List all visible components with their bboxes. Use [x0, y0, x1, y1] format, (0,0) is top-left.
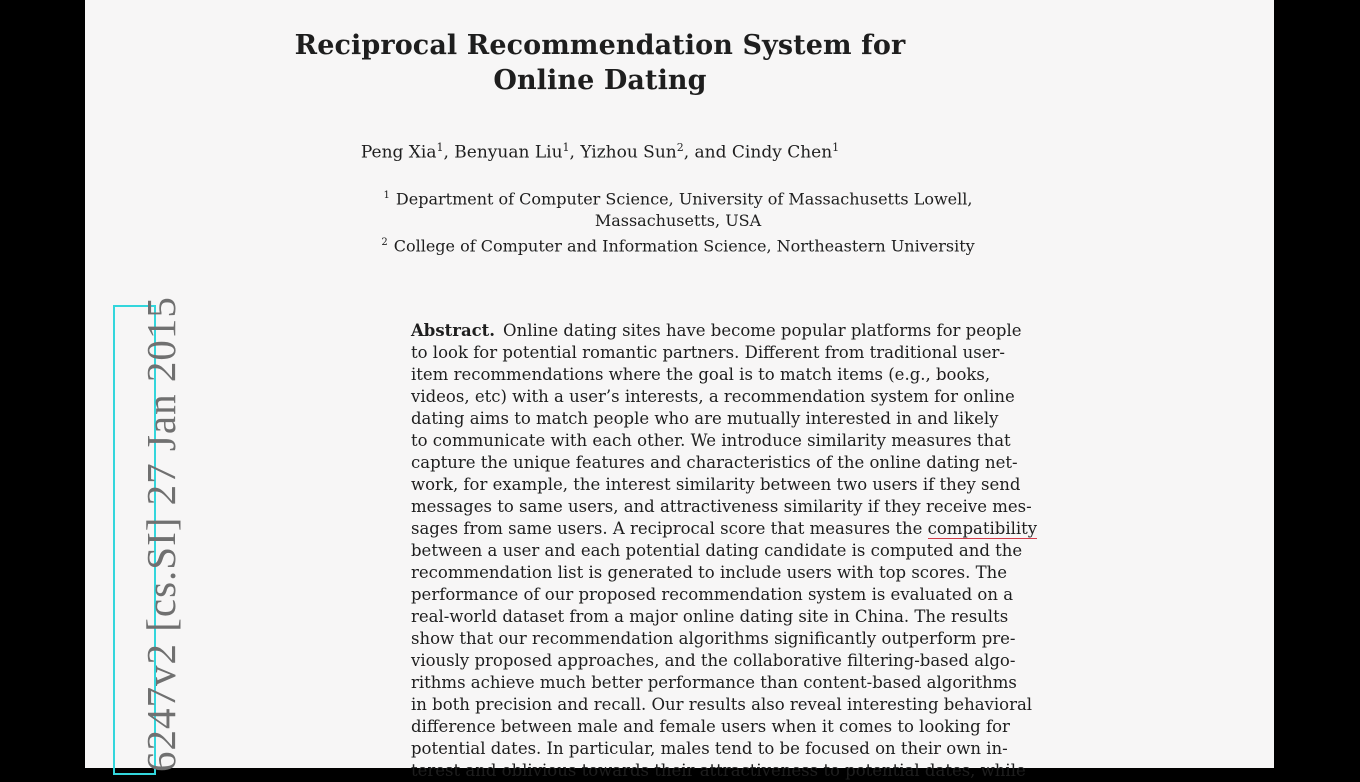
abstract-line: work, for example, the interest similarity between two users if they send	[411, 475, 1021, 494]
affiliation-text: College of Computer and Information Science, Northeastern University	[393, 236, 975, 256]
abstract-line: potential dates. In particular, males tend to be focused on their own in-	[411, 739, 1008, 758]
paper-page	[85, 0, 1274, 780]
author-name: Yizhou Sun	[580, 142, 677, 163]
abstract-line: real-world dataset from a major online dating site in China. The results	[411, 607, 1009, 626]
affiliation-number: 1	[383, 190, 390, 201]
abstract-line: difference between male and female users when it comes to looking for	[411, 717, 1010, 736]
author-affiliation-mark: 1	[436, 141, 444, 154]
author-separator: ,	[443, 142, 455, 163]
abstract-line: to communicate with each other. We introduce similarity measures that	[411, 431, 1011, 450]
abstract-line: sages from same users. A reciprocal score that measures the compatibility	[411, 519, 1038, 538]
abstract-line: videos, etc) with a user’s interests, a recommendation system for online	[411, 387, 1015, 406]
abstract-line: terest and oblivious towards their attractiveness to potential dates, while	[411, 761, 1026, 780]
affiliation-line	[363, 232, 993, 257]
abstract-line: capture the unique features and characteristics of the online dating net-	[411, 453, 1018, 472]
author-affiliation-mark: 2	[676, 141, 684, 154]
abstract	[411, 320, 1038, 782]
abstract-line: in both precision and recall. Our results also reveal interesting behavioral	[411, 695, 1033, 714]
author-separator: , and	[683, 142, 732, 163]
abstract-line: to look for potential romantic partners. Different from traditional user-	[411, 343, 1005, 362]
abstract-label: Abstract.	[411, 321, 496, 340]
author-separator: ,	[569, 142, 581, 163]
abstract-line: performance of our proposed recommendation system is evaluated on a	[411, 585, 1014, 604]
affiliation-line	[363, 185, 993, 210]
affiliation-text: Department of Computer Science, University of Massachusetts Lowell,	[395, 189, 973, 209]
author-name: Peng Xia	[360, 142, 437, 163]
abstract-line: recommendation list is generated to include users with top scores. The	[411, 563, 1007, 582]
abstract-line: item recommendations where the goal is to match items (e.g., books,	[411, 365, 991, 384]
affiliation-number: 2	[381, 237, 388, 249]
abstract-line: show that our recommendation algorithms significantly outperform pre-	[411, 629, 1016, 648]
author-list	[285, 141, 915, 163]
author-name: Benyuan Liu	[454, 142, 563, 163]
author-name: Cindy Chen	[731, 142, 833, 163]
abstract-line: between a user and each potential dating candidate is computed and the	[411, 541, 1023, 560]
affiliation-line	[363, 210, 993, 232]
abstract-line: rithms achieve much better performance than content-based algorithms	[411, 673, 1017, 692]
abstract-line: dating aims to match people who are mutually interested in and likely	[411, 409, 999, 428]
abstract-line: viously proposed approaches, and the collaborative filtering-based algo-	[411, 651, 1016, 670]
affiliation-text: Massachusetts, USA	[594, 211, 762, 231]
author-affiliation-mark: 1	[562, 141, 570, 154]
spellcheck-underlined-word: compatibility	[927, 519, 1038, 538]
paper-title: Reciprocal Recommendation System for Online Dating	[294, 30, 906, 96]
affiliations	[381, 185, 1015, 258]
author-affiliation-mark: 1	[832, 141, 840, 154]
abstract-line: messages to same users, and attractiveness similarity if they receive mes-	[411, 497, 1032, 516]
abstract-line: Abstract. Online dating sites have become popular platforms for people	[411, 321, 1022, 340]
arxiv-stamp: 6247v2 [cs.SI] 27 Jan 2015	[138, 296, 184, 772]
